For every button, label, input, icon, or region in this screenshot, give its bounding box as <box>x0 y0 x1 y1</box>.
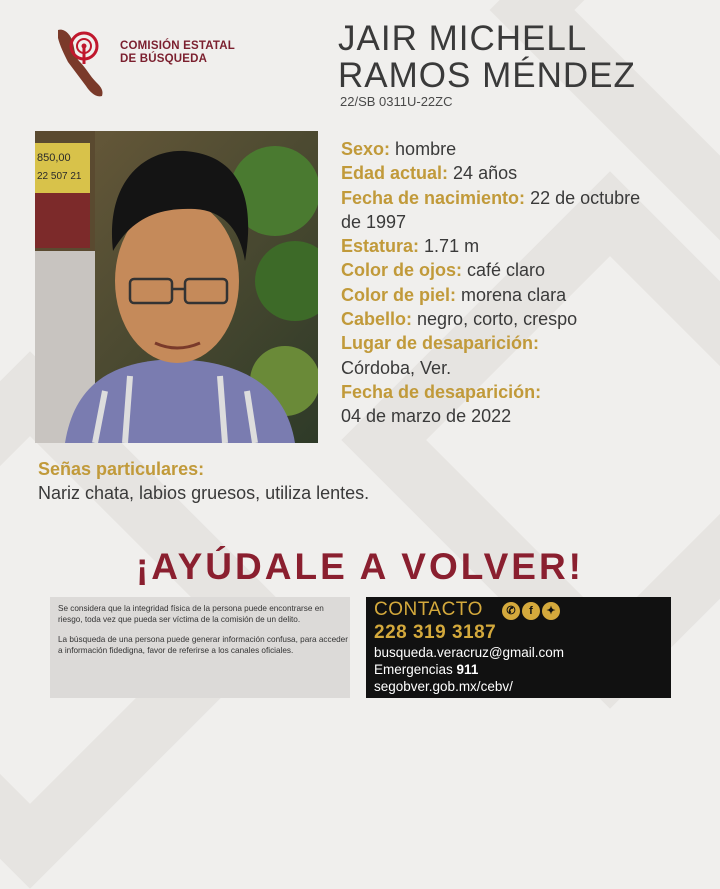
name-line-1: JAIR MICHELL <box>338 19 588 58</box>
contact-emergencias <box>374 662 478 677</box>
estatura-value: 1.71 m <box>424 236 480 257</box>
twitter-icon[interactable]: ✦ <box>542 602 560 620</box>
piel-value: morena clara <box>461 284 567 305</box>
disclaimer-p1: Se considera que la integridad física de la persona puede encontrarse en riesgo, toda vez que pueda ser víctima de la comisión de un delito. <box>58 604 324 624</box>
sign-text-2: 22 507 21 <box>37 171 82 182</box>
contact-email[interactable]: busqueda.veracruz@gmail.com <box>374 645 565 660</box>
person-name <box>338 20 636 94</box>
logo-line-2: DE BÚSQUEDA <box>120 53 208 65</box>
estatura-label: Estatura: <box>341 236 420 257</box>
emergencias-label: Emergencias <box>374 662 457 677</box>
disclaimer-box <box>50 597 350 698</box>
emergencias-number[interactable]: 911 <box>456 662 479 677</box>
fecha-value: 04 de marzo de 2022 <box>341 406 512 427</box>
sexo-value: hombre <box>395 139 457 159</box>
contact-web[interactable]: segobver.gob.mx/cebv/ <box>374 679 513 694</box>
case-code: 22/SB 0311U-22ZC <box>340 94 453 109</box>
sexo-label: Sexo: <box>341 139 391 159</box>
ojos-label: Color de ojos: <box>341 260 462 281</box>
nacimiento-label: Fecha de nacimiento: <box>341 187 526 208</box>
edad-value: 24 años <box>453 163 518 184</box>
call-to-action: ¡AYÚDALE A VOLVER! <box>135 546 584 587</box>
contact-box <box>366 597 671 698</box>
senas-label: Señas particulares: <box>38 459 205 479</box>
senas-text: Nariz chata, labios gruesos, utiliza lentes. <box>38 483 370 503</box>
details-block <box>341 137 641 429</box>
lugar-label: Lugar de desaparición: <box>341 333 540 354</box>
cabello-label: Cabello: <box>341 309 413 330</box>
senas-particulares <box>38 457 369 505</box>
logo-line-1: COMISIÓN ESTATAL <box>120 40 235 52</box>
disclaimer-p2: La búsqueda de una persona puede generar información confusa, para acceder a información fidedigna, favor de referirse a los canales oficiales. <box>58 635 348 655</box>
facebook-icon[interactable]: f <box>522 602 540 620</box>
nacimiento-value: 22 de octubre de 1997 <box>341 187 641 232</box>
cabello-value: negro, corto, crespo <box>417 309 578 330</box>
sign-text-1: 850,00 <box>37 152 71 164</box>
lugar-value: Córdoba, Ver. <box>341 357 452 378</box>
commission-logo <box>50 24 250 104</box>
ojos-value: café claro <box>467 260 546 281</box>
contact-icons <box>502 601 562 620</box>
name-line-2: RAMOS MÉNDEZ <box>338 56 636 95</box>
contact-phone[interactable]: 228 319 3187 <box>374 622 497 643</box>
fecha-label: Fecha de desaparición: <box>341 381 542 402</box>
edad-label: Edad actual: <box>341 163 449 184</box>
contact-title: CONTACTO <box>374 599 483 620</box>
phone-icon[interactable]: ✆ <box>502 602 520 620</box>
person-photo <box>35 131 318 443</box>
piel-label: Color de piel: <box>341 284 457 305</box>
